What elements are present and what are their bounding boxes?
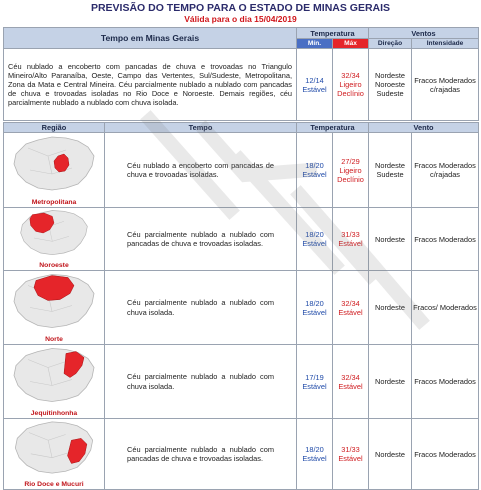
- table-row: [4, 419, 479, 490]
- region-min: 18/20 Estável: [297, 271, 333, 345]
- region-map-cell: [4, 419, 105, 490]
- region-weather: Céu parcialmente nublado a nublado com pancadas de chuva e trovoadas isoladas.: [105, 208, 297, 271]
- region-max: 31/33 Estável: [333, 419, 369, 490]
- region-min: 17/19 Estável: [297, 345, 333, 419]
- max-label: Máx: [333, 39, 369, 49]
- region-weather: Céu nublado a encoberto com pancadas de chuva e trovoadas isoladas.: [105, 133, 297, 208]
- region-min: 18/20 Estável: [297, 133, 333, 208]
- region-name: Rio Doce e Mucuri: [24, 481, 84, 488]
- region-weather: Céu parcialmente nublado a nublado com chuva isolada.: [105, 271, 297, 345]
- region-intensity: Fracos Moderados c/rajadas: [412, 133, 479, 208]
- region-direction: Nordeste: [369, 419, 412, 490]
- region-max: 32/34 Estável: [333, 345, 369, 419]
- table-row: [4, 345, 479, 419]
- region-direction: Nordeste: [369, 345, 412, 419]
- temperature-col-header: Temperatura: [297, 123, 369, 133]
- region-map: [8, 208, 100, 258]
- region-name: Metropolitana: [31, 199, 77, 206]
- region-weather: Céu parcialmente nublado a nublado com chuva isolada.: [105, 345, 297, 419]
- region-direction: Nordeste Sudeste: [369, 133, 412, 208]
- validity-date: Válida para o dia 15/04/2019: [184, 14, 297, 24]
- region-direction: Nordeste: [369, 271, 412, 345]
- page-title: PREVISÃO DO TEMPO PARA O ESTADO DE MINAS GERAIS: [90, 2, 391, 14]
- summary-table: [3, 27, 479, 121]
- region-min: 18/20 Estável: [297, 419, 333, 490]
- intensity-label: Intensidade: [412, 39, 479, 49]
- region-map: [8, 345, 100, 406]
- direction-label: Direção: [369, 39, 412, 49]
- region-max: 32/34 Estável: [333, 271, 369, 345]
- region-name: Jequitinhonha: [30, 410, 78, 417]
- table-row: [4, 133, 479, 208]
- region-map: [8, 133, 100, 195]
- regions-table: [3, 122, 479, 490]
- region-map-cell: [4, 271, 105, 345]
- region-name: Noroeste: [39, 262, 69, 269]
- region-map-cell: [4, 208, 105, 271]
- summary-text: Céu nublado a encoberto com pancadas de chuva e trovoadas no Triangulo Mineiro/Alto Paranaíba, Oeste, Campo das Vertentes, Sul/Sudeste, Metropolitana, Zona da Mata e Central Mineira. Céu parcialmente nublado a nublado com pancadas de chuva e trovoadas isoladas no Rio Doce e Noroeste. Demais regiões, céu parcialmente nublado a nublado com chuva isolada.: [4, 49, 297, 121]
- region-intensity: Fracos/ Moderados: [412, 271, 479, 345]
- table-row: [4, 208, 479, 271]
- region-direction: Nordeste: [369, 208, 412, 271]
- summary-direction: Nordeste Noroeste Sudeste: [369, 49, 412, 121]
- wind-col-header: Vento: [369, 123, 479, 133]
- region-map: [8, 271, 100, 332]
- summary-heading: Tempo em Minas Gerais: [4, 28, 297, 49]
- temperature-heading: Temperatura: [297, 28, 369, 39]
- region-weather: Céu parcialmente nublado a nublado com pancadas de chuva e trovoadas isoladas.: [105, 419, 297, 490]
- min-label: Mín.: [297, 39, 333, 49]
- summary-intensity: Fracos Moderados c/rajadas: [412, 49, 479, 121]
- region-max: 31/33 Estável: [333, 208, 369, 271]
- region-intensity: Fracos Moderados: [412, 345, 479, 419]
- region-map: [8, 419, 100, 477]
- region-map-cell: [4, 345, 105, 419]
- region-min: 18/20 Estável: [297, 208, 333, 271]
- region-intensity: Fracos Moderados: [412, 419, 479, 490]
- summary-min: 12/14 Estável: [297, 49, 333, 121]
- region-name: Norte: [45, 336, 63, 343]
- table-row: [4, 271, 479, 345]
- region-col-header: Região: [4, 123, 105, 133]
- summary-max: 32/34 Ligeiro Declínio: [333, 49, 369, 121]
- region-map-cell: [4, 133, 105, 208]
- winds-heading: Ventos: [369, 28, 479, 39]
- weather-col-header: Tempo: [105, 123, 297, 133]
- region-max: 27/29 Ligeiro Declínio: [333, 133, 369, 208]
- region-intensity: Fracos Moderados: [412, 208, 479, 271]
